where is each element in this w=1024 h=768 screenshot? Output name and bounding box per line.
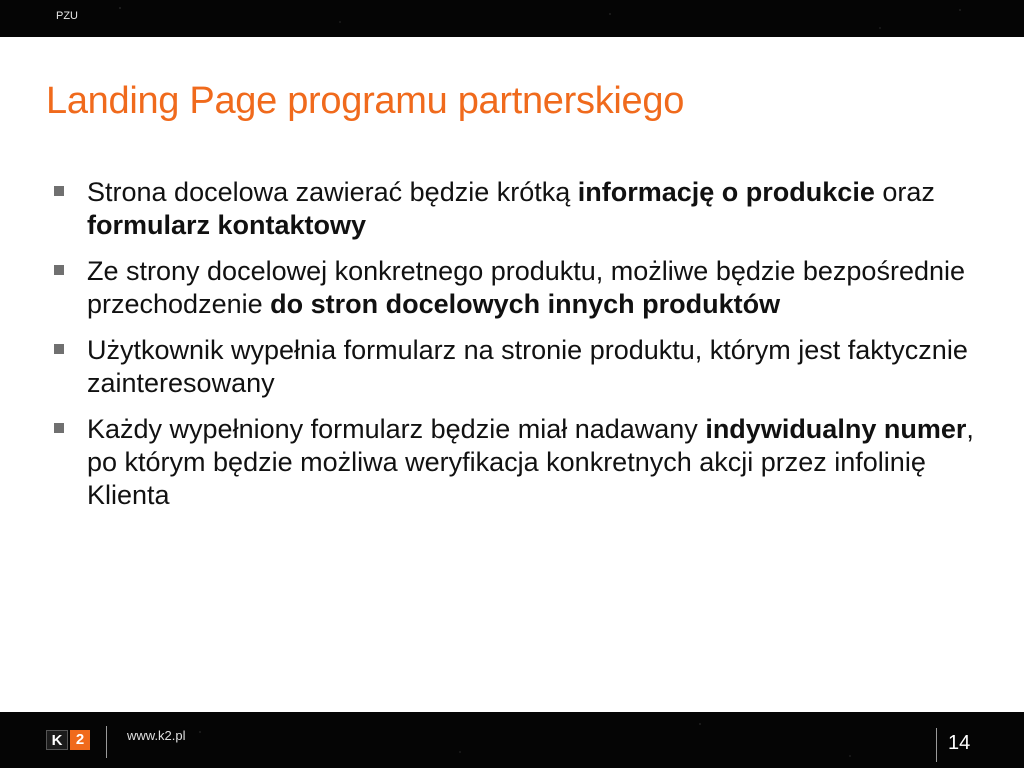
brand-label: PZU bbox=[56, 10, 78, 22]
bullet-list bbox=[50, 176, 980, 525]
square-bullet-icon bbox=[54, 186, 64, 196]
bullet-text-bold: do stron docelowych innych produktów bbox=[270, 289, 781, 319]
bullet-text: Każdy wypełniony formularz będzie miał nadawany bbox=[87, 414, 706, 444]
website-link[interactable]: www.k2.pl bbox=[127, 728, 186, 743]
bullet-text: oraz bbox=[874, 177, 935, 207]
square-bullet-icon bbox=[54, 423, 64, 433]
logo-k-letter: K bbox=[46, 730, 68, 750]
bullet-item bbox=[50, 255, 980, 321]
top-bar bbox=[0, 0, 1024, 37]
logo-2-digit: 2 bbox=[70, 730, 90, 750]
bullet-item bbox=[50, 413, 980, 512]
footer-divider-right bbox=[936, 728, 937, 762]
bullet-text: Użytkownik wypełnia formularz na stronie produktu, którym jest faktycznie zainteresowany bbox=[87, 335, 968, 398]
slide-title: Landing Page programu partnerskiego bbox=[46, 80, 685, 122]
bullet-text: Ze strony docelowej konkretnego produktu, możliwe będzie bezpośrednie przechodzenie bbox=[87, 256, 966, 319]
bullet-text-bold: indywidualny numer bbox=[705, 414, 967, 444]
bullet-text-bold: informację o produkcie bbox=[577, 177, 875, 207]
bullet-item bbox=[50, 334, 980, 400]
bullet-item bbox=[50, 176, 980, 242]
bullet-text: , po którym będzie możliwa weryfikacja konkretnych akcji przez infolinię Klienta bbox=[87, 414, 974, 510]
k2-logo-icon bbox=[46, 730, 90, 750]
page-number: 14 bbox=[948, 732, 971, 754]
footer-divider-left bbox=[106, 726, 107, 758]
footer-bar bbox=[0, 712, 1024, 768]
bullet-text-bold: formularz kontaktowy bbox=[87, 210, 367, 240]
square-bullet-icon bbox=[54, 265, 64, 275]
bullet-text: Strona docelowa zawierać będzie krótką bbox=[87, 177, 578, 207]
square-bullet-icon bbox=[54, 344, 64, 354]
